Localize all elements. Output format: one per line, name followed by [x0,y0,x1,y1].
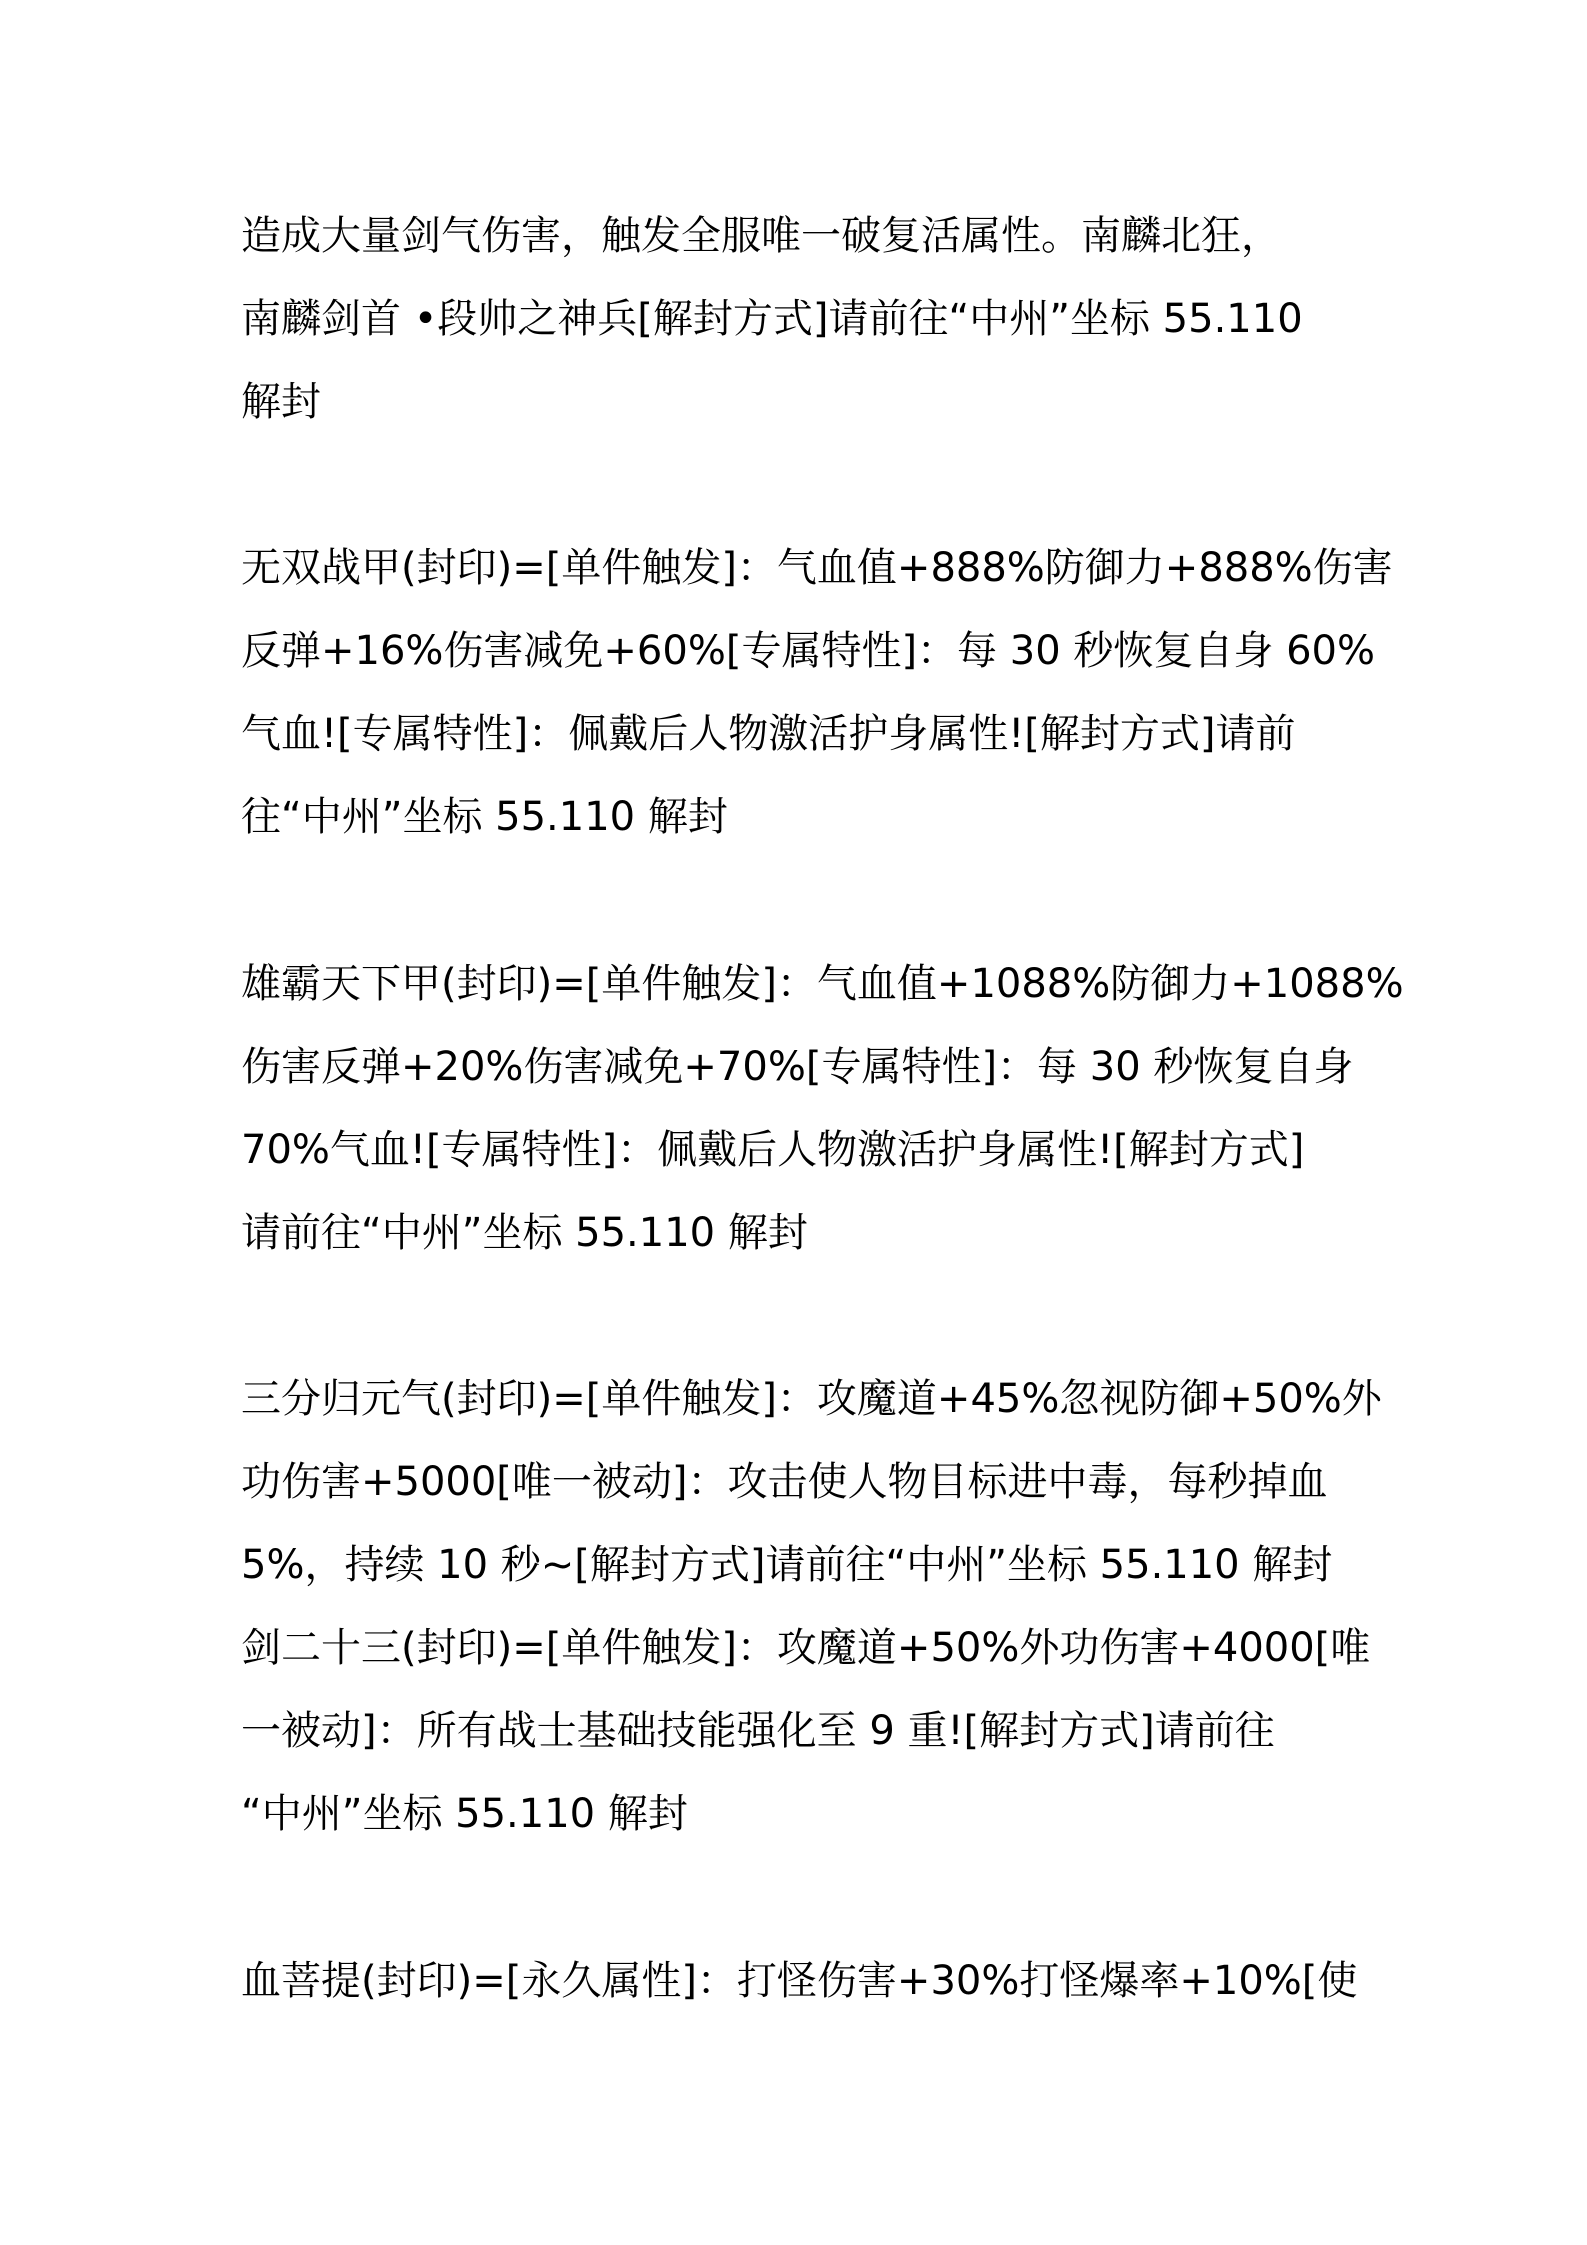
text-line: 70%气血![专属特性]：佩戴后人物激活护身属性![解封方式] [241,1127,1305,1173]
text-line: 请前往“中州”坐标 55.110 解封 [241,1210,808,1256]
text-line: 解封 [241,379,321,425]
text-line: 往“中州”坐标 55.110 解封 [241,794,728,840]
text-line: 一被动]：所有战士基础技能强化至 9 重![解封方式]请前往 [241,1708,1275,1754]
text-line: “中州”坐标 55.110 解封 [241,1791,688,1837]
text-line: 剑二十三(封印)=[单件触发]：攻魔道+50%外功伤害+4000[唯 [241,1625,1371,1671]
text-line: 雄霸天下甲(封印)=[单件触发]：气血值+1088%防御力+1088% [241,961,1404,1007]
text-line: 造成大量剑气伤害，触发全服唯一破复活属性。南麟北狂， [241,213,1281,259]
text-line: 南麟剑首 •段帅之神兵[解封方式]请前往“中州”坐标 55.110 [241,296,1303,342]
text-line: 三分归元气(封印)=[单件触发]：攻魔道+45%忽视防御+50%外 [241,1376,1382,1422]
text-line: 伤害反弹+20%伤害减免+70%[专属特性]：每 30 秒恢复自身 [241,1044,1354,1090]
text-line: 功伤害+5000[唯一被动]：攻击使人物目标进中毒，每秒掉血 [241,1459,1328,1505]
text-line: 血菩提(封印)=[永久属性]：打怪伤害+30%打怪爆率+10%[使 [241,1958,1358,2004]
text-line: 反弹+16%伤害减免+60%[专属特性]：每 30 秒恢复自身 60% [241,628,1376,674]
text-line: 无双战甲(封印)=[单件触发]：气血值+888%防御力+888%伤害 [241,545,1393,591]
text-line: 气血![专属特性]：佩戴后人物激活护身属性![解封方式]请前 [241,711,1296,757]
text-line: 5%，持续 10 秒~[解封方式]请前往“中州”坐标 55.110 解封 [241,1542,1333,1588]
